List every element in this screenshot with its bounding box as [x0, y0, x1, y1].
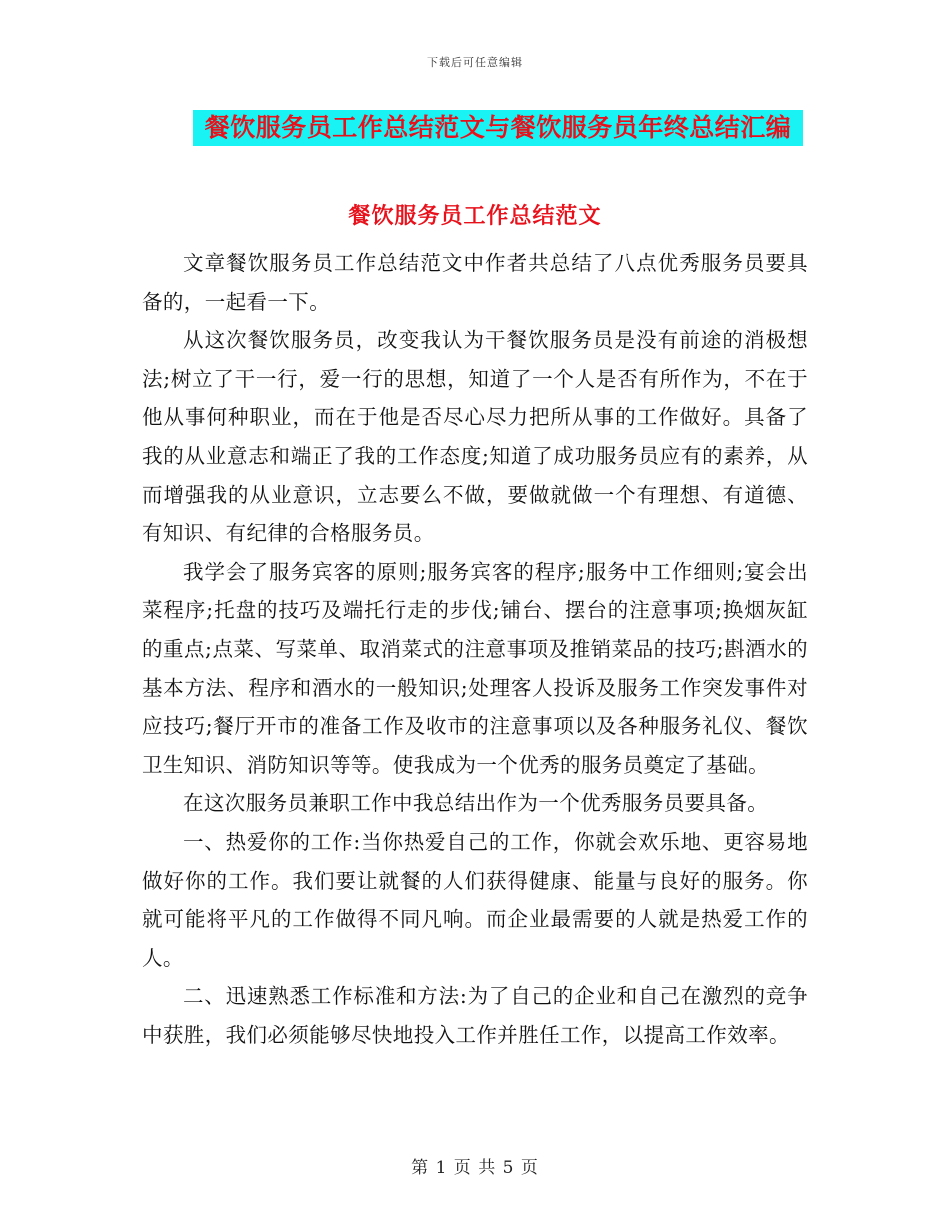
- page-number: 第 1 页 共 5 页: [411, 1158, 539, 1178]
- document-title: 餐饮服务员工作总结范文与餐饮服务员年终总结汇编: [204, 113, 792, 142]
- paragraph-point-two: 二、迅速熟悉工作标准和方法:为了自己的企业和自己在激烈的竞争中获胜，我们必须能够尽快地投入工作并胜任工作，以提高工作效率。: [142, 984, 808, 1047]
- paragraph-skills: 我学会了服务宾客的原则;服务宾客的程序;服务中工作细则;宴会出菜程序;托盘的技巧及端托行走的步伐;铺台、摆台的注意事项;换烟灰缸的重点;点菜、写菜单、取消菜式的注意事项及推销菜品的技巧;斟酒水的基本方法、程序和酒水的一般知识;处理客人投诉及服务工作突发事件对应技巧;餐厅开市的准备工作及收市的注意事项以及各种服务礼仪、餐饮卫生知识、消防知识等等。使我成为一个优秀的服务员奠定了基础。: [142, 559, 808, 777]
- document-body: [142, 244, 808, 1054]
- paragraph-point-one: 一、热爱你的工作:当你热爱自己的工作，你就会欢乐地、更容易地做好你的工作。我们要让就餐的人们获得健康、能量与良好的服务。你就可能将平凡的工作做得不同凡响。而企业最需要的人就是热爱工作的人。: [142, 829, 808, 970]
- page-header-note: 下载后可任意编辑: [427, 56, 523, 69]
- document-title-highlight: [193, 110, 803, 146]
- paragraph-mindset: 从这次餐饮服务员，改变我认为干餐饮服务员是没有前途的消极想法;树立了干一行，爱一行的思想，知道了一个人是否有所作为，不在于他从事何种职业，而在于他是否尽心尽力把所从事的工作做好。具备了我的从业意志和端正了我的工作态度;知道了成功服务员应有的素养，从而增强我的从业意识，立志要么不做，要做就做一个有理想、有道德、有知识、有纪律的合格服务员。: [142, 328, 808, 546]
- paragraph-summary-lead: 在这次服务员兼职工作中我总结出作为一个优秀服务员要具备。: [183, 791, 769, 816]
- section-title: 餐饮服务员工作总结范文: [348, 203, 602, 229]
- paragraph-intro: 文章餐饮服务员工作总结范文中作者共总结了八点优秀服务员要具备的，一起看一下。: [142, 251, 808, 314]
